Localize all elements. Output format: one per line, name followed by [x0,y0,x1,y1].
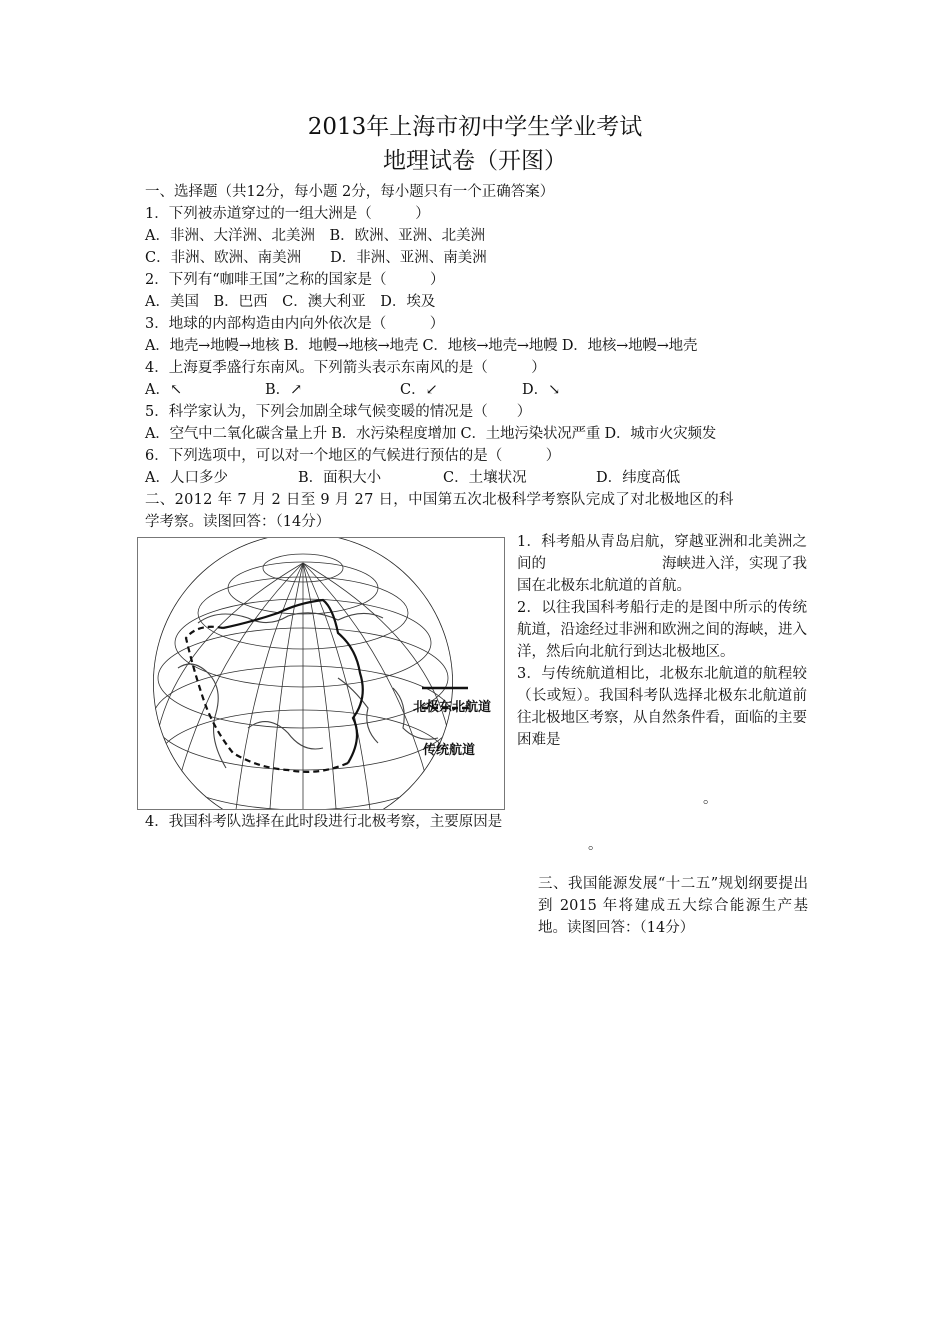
globe-map-figure [138,538,504,809]
section2-question-1: 1．科考船从青岛启航，穿越亚洲和北美洲之间的 海峡进入洋，实现了我国在北极东北航道的首航。 [517,534,807,594]
question-5-options: A．空气中二氧化碳含量上升 B．水污染程度增加 C．土地污染状况严重 D．城市火灾频发 [145,426,717,442]
question-3-options: A．地壳→地幔→地核 B．地幔→地核→地壳 C．地核→地壳→地幔 D．地核→地幔→地壳 [145,338,698,354]
section2-question-4: 4．我国科考队选择在此时段进行北极考察，主要原因是 [145,814,503,830]
section2-right-column [517,531,880,751]
question-2: 2．下列有“咖啡王国”之称的国家是（ ） [145,272,445,288]
section2-header-line2: 学考察。读图回答：（14分） [145,514,331,530]
question-1-options-cd: C．非洲、欧洲、南美洲 D．非洲、亚洲、南美洲 [145,250,487,266]
legend-traditional-route: 传统航道 [423,743,476,758]
section2-question-2: 2．以往我国科考船行走的是图中所示的传统航道，沿途经过非洲和欧洲之间的海峡，进入 洋，然后向北航行到达北极地区。 [517,600,880,660]
section2-question-3-end: 。 [703,791,718,807]
question-5: 5．科学家认为，下列会加剧全球气候变暖的情况是（ ） [145,404,532,420]
question-6-options [145,467,680,489]
option-d: D．纬度高低 [596,470,681,486]
legend-northeast-route: 北极东北航道 [413,700,492,715]
question-1: 1．下列被赤道穿过的一组大洲是（ ） [145,206,430,222]
option-a: A．人口多少 [145,470,228,486]
option-c: C．↙ [400,382,438,398]
option-a: A．↖ [145,382,183,398]
section2-question-4-end: 。 [588,837,603,853]
option-c: C．土壤状况 [443,470,527,486]
section1-header: 一、选择题（共12分，每小题 2分，每小题只有一个正确答案） [145,184,555,200]
question-3: 3．地球的内部构造由内向外依次是（ ） [145,316,445,332]
option-b: B．面积大小 [298,470,382,486]
question-2-options: A．美国 B．巴西 C．澳大利亚 D．埃及 [145,294,436,310]
question-4-options [145,379,560,401]
section3-intro: 三、我国能源发展“十二五”规划纲要提出到 2015 年将建成五大综合能源生产基地。读图回答：（14分） [538,876,808,936]
option-b: B．↗ [265,382,303,398]
section2-header-line1: 二、2012 年 7 月 2 日至 9 月 27 日，中国第五次北极科学考察队完成了对北极地区的科 [145,492,734,508]
option-d: D．↘ [522,382,561,398]
section2-question-3: 3．与传统航道相比，北极东北航道的航程较 （长或短）。我国科考队选择北极东北航道前往北极地区考察，从自然条件看，面临的主要困难是 [517,666,865,748]
question-1-options-ab: A．非洲、大洋洲、北美洲 B．欧洲、亚洲、北美洲 [145,228,486,244]
question-4: 4．上海夏季盛行东南风。下列箭头表示东南风的是（ ） [145,360,546,376]
question-6: 6．下列选项中，可以对一个地区的气候进行预估的是（ ） [145,448,561,464]
exam-subtitle: 地理试卷（开图） [383,148,567,174]
arctic-route-map [137,537,505,810]
exam-title: 2013年上海市初中学生学业考试 [307,114,643,140]
